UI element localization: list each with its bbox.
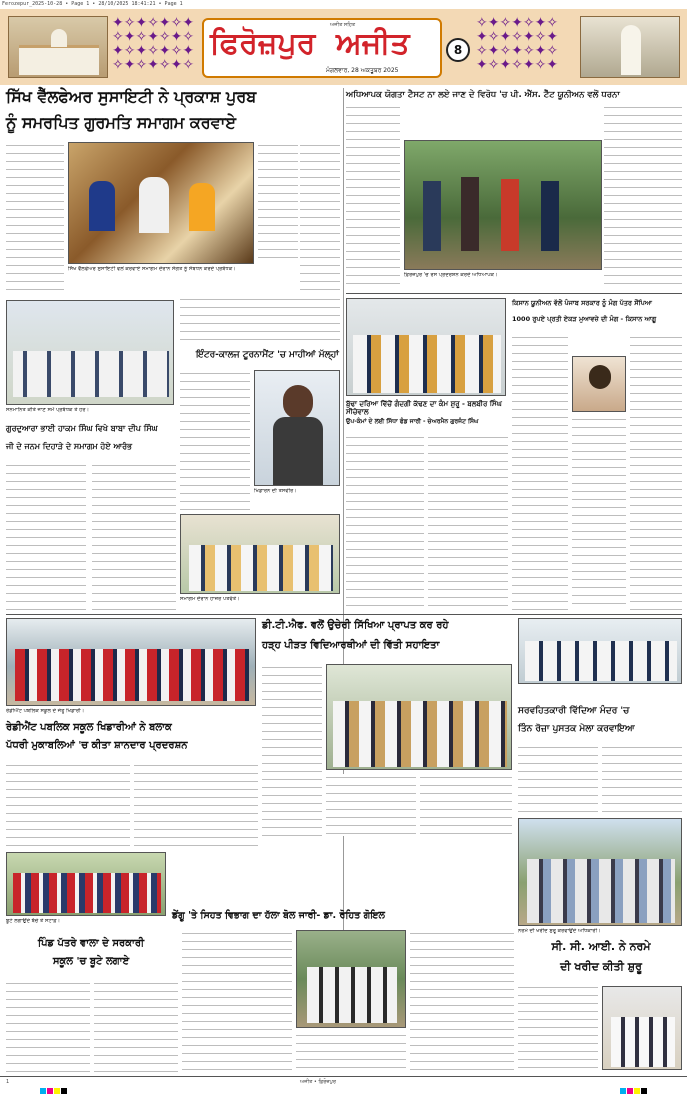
column-rule [343,88,344,1028]
group-photo-mid [180,514,340,594]
section-rule [6,614,682,615]
figure-shape [501,179,519,251]
dome-shape [51,29,67,47]
protest-body-col3 [604,104,682,290]
building-shape [19,45,99,75]
masthead-date: ਮੰਗਲਵਾਰ, 28 ਅਕਤੂਬਰ 2025 [326,67,399,74]
masthead-photo-gurdwara [8,16,108,78]
masthead-tagline: ਅਜੀਤ ਸਹਿਤ [330,22,356,28]
dtf-headline-line1: ਡੀ.ਟੀ.ਐਫ. ਵਲੋਂ ਉਚੇਰੀ ਸਿੱਖਿਆ ਪ੍ਰਾਪਤ ਕਰ ਰਹੇ [262,620,449,631]
figure-shape [541,181,559,251]
dtf-photo [326,664,512,770]
sarvhitkari-body-col1 [518,744,598,814]
print-slug: Ferozepur_2025-10-28 • Page 1 • 28/10/2025 18:41:21 • Page 1 [2,1,183,7]
group-photo-left-caption: ਸਨਮਾਨਿਤ ਕੀਤੇ ਜਾਣ ਸਮੇਂ ਪ੍ਰਬੰਧਕ ਤੇ ਹੋਰ। [6,407,90,413]
radiant-body-col1 [6,762,130,848]
dtf-body-col1 [262,664,322,836]
masthead-logo [202,18,442,78]
gurdwara-body-col2 [92,462,176,610]
footer-rule [0,1076,687,1077]
dtf-body-col3 [420,774,512,836]
section-rule [346,293,682,294]
kisan-body-col1 [512,334,568,610]
kisan-body-col2 [572,416,626,610]
cci-photo [602,986,682,1070]
budha-headline: ਬੁੱਢਾ ਦਰਿਆ ਵਿੱਚੋਂ ਗੰਦਗੀ ਕੱਢਣ ਦਾ ਕੰਮ ਸ਼ੁਰੂ - ਬਲਬੀਰ ਸਿੰਘ ਸੀਚੇਵਾਲ [346,400,502,417]
dengue-photo [296,930,406,1028]
figure-shape [461,177,479,251]
gurdwara-headline-line2: ਜੀ ਦੇ ਜਨਮ ਦਿਹਾੜੇ ਦੇ ਸਮਾਗਮ ਹੋਏ ਆਰੰਭ [6,442,133,451]
dengue-body-col2 [296,1032,406,1072]
tower-shape [621,25,641,75]
crowd-shape [13,873,161,913]
pind-body-col1 [6,980,90,1072]
cci-headline-line1: ਸੀ. ਸੀ. ਆਈ. ਨੇ ਨਰਮੇ [551,940,651,953]
radiant-headline-line2: ਪੱਧਰੀ ਮੁਕਾਬਲਿਆਂ 'ਚ ਕੀਤਾ ਸ਼ਾਨਦਾਰ ਪ੍ਰਦਰਸ਼ਨ [6,740,188,751]
pind-headline-line2: ਸਕੂਲ 'ਚ ਬੂਟੇ ਲਗਾਏ [52,956,130,967]
lead-body-col1 [6,142,64,294]
gurdwara-body-col1 [6,462,86,610]
sarvhitkari-headline-line1: ਸਰਵਹਿਤਕਾਰੀ ਵਿੱਦਿਆ ਮੰਦਰ 'ਚ [518,706,630,716]
dtf-headline-line2: ਹੜ੍ਹ ਪੀੜਤ ਵਿਦਿਆਰਥੀਆਂ ਦੀ ਵਿੱਤੀ ਸਹਾਇਤਾ [262,640,440,651]
masthead-ornament-right: ✧✦✧✦✧✦✧ ✦✧✦✧✦✧✦ ✧✦✧✦✧✦✧ ✦✧✦✧✦✧✦ [476,16,559,73]
masthead-title-right: ਅਜੀਤ [336,26,410,61]
radiant-headline-line1: ਰੇਡੀਐਂਟ ਪਬਲਿਕ ਸਕੂਲ ਖਿਡਾਰੀਆਂ ਨੇ ਬਲਾਕ [6,722,172,733]
kisan-subline: 1000 ਰੁਪਏ ਪ੍ਰਤੀ ਏਕੜ ਮੁਆਵਜ਼ੇ ਦੀ ਮੰਗ - ਕਿਸਾਨ ਆਗੂ [512,315,657,323]
lead-photo-caption: ਸਿੱਖ ਵੈੱਲਫੇਅਰ ਸੁਸਾਇਟੀ ਵਲੋਂ ਕਰਵਾਏ ਸਮਾਗਮ ਦੌਰਾਨ ਸੰਗਤ ਨੂੰ ਸੰਬੋਧਨ ਕਰਦੇ ਪ੍ਰਬੰਧਕ। [68,266,236,272]
lead-headline-line1: ਸਿੱਖ ਵੈੱਲਫੇਅਰ ਸੁਸਾਇਟੀ ਨੇ ਪ੍ਰਕਾਸ਼ ਪੁਰਬ [6,87,257,106]
kisan-headline: ਕਿਸਾਨ ਯੂਨੀਅਨ ਵੱਲੋਂ ਪੰਜਾਬ ਸਰਕਾਰ ਨੂੰ ਮੰਗ ਪੱਤਰ ਸੌਂਪਿਆ [512,299,652,307]
figure-shape [89,181,115,231]
dengue-headline: ਡੇਂਗੂ 'ਤੇ ਸਿਹਤ ਵਿਭਾਗ ਦਾ ਹੱਲਾ ਬੋਲ ਜਾਰੀ- ਡਾ. ਰੋਹਿਤ ਗੋਇਲ [172,910,385,921]
crowd-shape [611,1017,675,1067]
pind-body-col2 [94,980,178,1072]
crowd-shape [525,641,677,681]
intercollege-headline: ਇੰਟਰ-ਕਾਲਜ ਟੂਰਨਾਮੈਂਟ 'ਚ ਮਾਹੀਆਂ ਮੱਲ੍ਹਾਂ [196,350,339,360]
budha-subline: ਉਪ-ਕੰਮਾਂ ਦੇ ਲਈ ਸਿੱਧਾ ਫੰਡ ਜਾਰੀ - ਚੇਅਰਮੈਨ ਗੁਰਜੰਟ ਸਿੰਘ [346,418,479,425]
masthead-title-left: ਫਿਰੋਜ਼ਪੁਰ [210,26,316,61]
crowd-shape [333,701,507,767]
masthead-photo-temple [580,16,680,78]
figure-shape [139,177,169,233]
intercollege-body [180,370,250,510]
page-number: 8 [446,38,470,62]
lead-headline-line2: ਨੂੰ ਸਮਰਪਿਤ ਗੁਰਮਤਿ ਸਮਾਗਮ ਕਰਵਾਏ [6,113,236,132]
pind-photo-caption: ਬੂਟੇ ਲਗਾਉਂਦੇ ਬੱਚੇ ਤੇ ਸਟਾਫ਼। [6,918,61,924]
portrait-photo [572,356,626,412]
lead-body-col3 [258,142,298,262]
sarvhitkari-photo [518,618,682,684]
protest-photo-caption: ਫ਼ਿਰੋਜ਼ਪੁਰ 'ਚ ਰੋਸ ਪ੍ਰਦਰਸ਼ਨ ਕਰਦੇ ਅਧਿਆਪਕ। [404,272,498,278]
crowd-shape [527,859,675,923]
figure-shape [423,181,441,251]
dengue-body-col1 [182,930,292,1072]
group-photo-mid-caption: ਸਮਾਗਮ ਦੌਰਾਨ ਹਾਜ਼ਰ ਪਤਵੰਤੇ। [180,596,240,602]
budha-photo [346,298,506,396]
budha-body-col1 [346,434,424,610]
gurdwara-headline-line1: ਗੁਰਦੁਆਰਾ ਭਾਈ ਹਾਕਮ ਸਿੰਘ ਵਿਖੇ ਬਾਬਾ ਦੀਪ ਸਿੰਘ [6,424,158,433]
protest-headline: ਅਧਿਆਪਕ ਯੋਗਤਾ ਟੈਸਟ ਨਾ ਲਏ ਜਾਣ ਦੇ ਵਿਰੋਧ 'ਚ ਪੀ. ਐੱਸ. ਟੈੱਟ ਯੂਨੀਅਨ ਵਲੋਂ ਧਰਨਾ [346,90,620,100]
crowd-shape [307,967,397,1023]
cci-body-col1 [518,984,598,1072]
crowd-shape [13,351,169,397]
girl-photo-caption: ਖਿਡਾਰਨ ਦੀ ਤਸਵੀਰ। [254,488,297,494]
kisan-body-col3 [630,334,682,610]
budha-body-col2 [428,434,508,610]
head-shape [589,365,611,389]
protest-photo [404,140,602,270]
lead-photo [68,142,254,264]
sarvhitkari-photo-2 [518,818,682,926]
body-shape [273,417,323,486]
mid-body-top [180,296,340,346]
cci-photo-caption-top: ਨਰਮੇ ਦੀ ਖਰੀਦ ਸ਼ੁਰੂ ਕਰਵਾਉਂਦੇ ਅਧਿਕਾਰੀ। [518,928,601,934]
lead-body-col4 [300,142,340,292]
radiant-photo [6,618,256,706]
dtf-body-col2 [326,774,416,836]
head-shape [283,385,313,419]
footer-imprint: ਅਜੀਤ • ਫ਼ਿਰੋਜ਼ਪੁਰ [300,1079,336,1085]
footer-page-code: 1 [6,1079,10,1085]
dengue-body-col3 [410,930,514,1072]
sarvhitkari-body-col2 [602,744,682,814]
pind-photo [6,852,166,916]
crowd-shape [353,335,501,393]
cci-headline-line2: ਦੀ ਖਰੀਦ ਕੀਤੀ ਸ਼ੁਰੂ [560,960,642,973]
masthead-ornament-left: ✦✧✦✧✦✧✦ ✧✦✧✦✧✦✧ ✦✧✦✧✦✧✦ ✧✦✧✦✧✦✧ [112,16,195,73]
protest-body-col1 [346,104,400,290]
pind-headline-line1: ਪਿੰਡ ਪੱਤਰੇ ਵਾਲਾ ਦੇ ਸਰਕਾਰੀ [37,938,145,949]
girl-photo [254,370,340,486]
crowd-shape [15,649,249,701]
radiant-body-col2 [134,762,258,848]
radiant-photo-caption: ਰੇਡੀਐਂਟ ਪਬਲਿਕ ਸਕੂਲ ਦੇ ਜੇਤੂ ਖਿਡਾਰੀ। [6,708,85,714]
crowd-shape [189,545,333,591]
sarvhitkari-headline-line2: ਤਿੰਨ ਰੋਜ਼ਾ ਪੁਸਤਕ ਮੇਲਾ ਕਰਵਾਇਆ [518,724,635,734]
figure-shape [189,183,215,231]
group-photo-left [6,300,174,405]
